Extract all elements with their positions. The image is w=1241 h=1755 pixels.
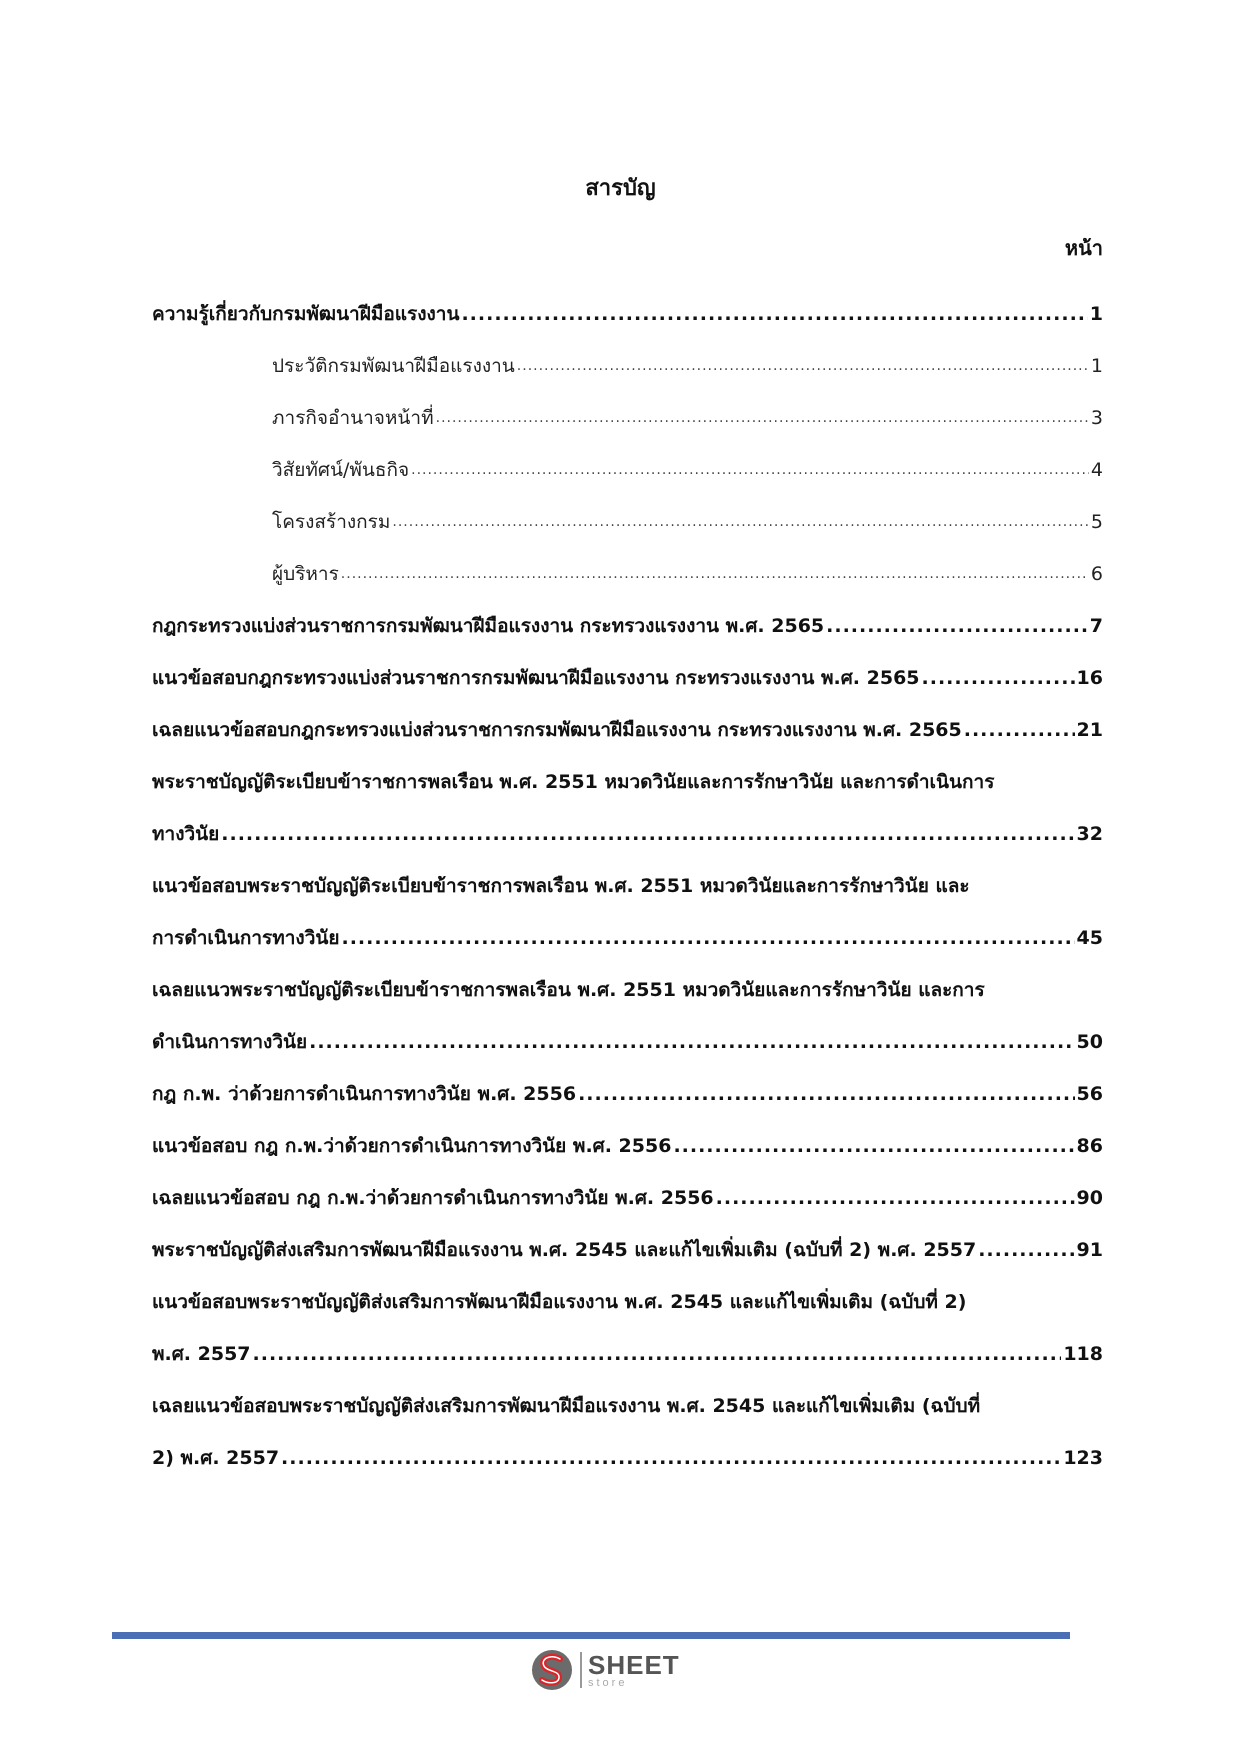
- toc-subentry: [152, 340, 1103, 392]
- dot-leader: [964, 704, 1075, 756]
- toc-line: [152, 1224, 1103, 1276]
- toc-line: [152, 1172, 1103, 1224]
- toc-entry-title: 2) พ.ศ. 2557: [152, 1447, 280, 1469]
- toc-entry: [152, 288, 1103, 340]
- toc-entry-title: เฉลยแนวข้อสอบพระราชบัญญัติส่งเสริมการพัฒนาฝีมือแรงงาน พ.ศ. 2545 และแก้ไขเพิ่มเติม (ฉบับที่: [152, 1395, 981, 1417]
- dot-leader: [517, 340, 1089, 392]
- toc-line: [152, 964, 1103, 1016]
- toc-entry-title: แนวข้อสอบ กฎ ก.พ.ว่าด้วยการดำเนินการทางวินัย พ.ศ. 2556: [152, 1135, 672, 1157]
- toc-page-number: 1: [1089, 303, 1103, 325]
- toc-entry: [152, 1120, 1103, 1172]
- dot-leader: [341, 548, 1089, 600]
- toc-line: [152, 288, 1103, 340]
- toc-entry-title: พ.ศ. 2557: [152, 1343, 251, 1365]
- logo-subword: store: [588, 1676, 628, 1689]
- toc-entry-title: แนวข้อสอบพระราชบัญญัติระเบียบข้าราชการพลเรือน พ.ศ. 2551 หมวดวินัยและการรักษาวินัย และ: [152, 875, 970, 897]
- toc-line: [152, 652, 1103, 704]
- toc-entry-title: วิสัยทัศน์/พันธกิจ: [272, 459, 410, 481]
- dot-leader: [578, 1068, 1074, 1120]
- dot-leader: [309, 1016, 1074, 1068]
- toc-entry-title: ดำเนินการทางวินัย: [152, 1031, 308, 1053]
- toc-line: [152, 808, 1103, 860]
- dot-leader: [436, 392, 1089, 444]
- toc-line: [152, 1016, 1103, 1068]
- toc-entry-title: ผู้บริหาร: [272, 563, 339, 585]
- toc-entry-title: เฉลยแนวข้อสอบกฎกระทรวงแบ่งส่วนราชการกรมพัฒนาฝีมือแรงงาน กระทรวงแรงงาน พ.ศ. 2565: [152, 719, 962, 741]
- toc-page-number: 5: [1090, 511, 1103, 533]
- toc-line: [152, 600, 1103, 652]
- toc-page-number: 45: [1076, 927, 1103, 949]
- toc-page-number: 90: [1076, 1187, 1103, 1209]
- toc-entry: [152, 652, 1103, 704]
- dot-leader: [461, 288, 1087, 340]
- toc-entry: [152, 704, 1103, 756]
- toc-entry-title: เฉลยแนวพระราชบัญญัติระเบียบข้าราชการพลเรือน พ.ศ. 2551 หมวดวินัยและการรักษาวินัย และการ: [152, 979, 985, 1001]
- dot-leader: [411, 444, 1089, 496]
- toc-line: [152, 1068, 1103, 1120]
- toc-entry-title: แนวข้อสอบพระราชบัญญัติส่งเสริมการพัฒนาฝีมือแรงงาน พ.ศ. 2545 และแก้ไขเพิ่มเติม (ฉบับที่ 2): [152, 1291, 967, 1313]
- toc-page-number: 118: [1063, 1343, 1103, 1365]
- toc-page-number: 123: [1063, 1447, 1103, 1469]
- footer-bar: [112, 1632, 1070, 1639]
- toc-page-number: 16: [1076, 667, 1103, 689]
- dot-leader: [253, 1328, 1062, 1380]
- toc-line: [152, 1328, 1103, 1380]
- logo-text: [588, 1649, 680, 1689]
- toc-entry-title: กฎ ก.พ. ว่าด้วยการดำเนินการทางวินัย พ.ศ. 2556: [152, 1083, 577, 1105]
- toc-line: [152, 704, 1103, 756]
- dot-leader: [281, 1432, 1061, 1484]
- dot-leader: [826, 600, 1088, 652]
- toc-line: [152, 756, 1103, 808]
- page-column-label: หน้า: [1064, 236, 1103, 260]
- sheet-logo-icon: [530, 1648, 574, 1692]
- logo-separator: [580, 1652, 582, 1688]
- toc-line: [152, 548, 1103, 600]
- toc-entry-title: ประวัติกรมพัฒนาฝีมือแรงงาน: [272, 355, 515, 377]
- toc-page-number: 32: [1076, 823, 1103, 845]
- toc-entry-title: พระราชบัญญัติส่งเสริมการพัฒนาฝีมือแรงงาน พ.ศ. 2545 และแก้ไขเพิ่มเติม (ฉบับที่ 2) พ.ศ. 2557: [152, 1239, 977, 1261]
- toc-page-number: 50: [1076, 1031, 1103, 1053]
- toc-entry: [152, 600, 1103, 652]
- toc-subentry: [152, 548, 1103, 600]
- dot-leader: [716, 1172, 1075, 1224]
- toc-entry: [152, 964, 1103, 1068]
- toc-entry-title: ความรู้เกี่ยวกับกรมพัฒนาฝีมือแรงงาน: [152, 303, 460, 325]
- toc-entry: [152, 1068, 1103, 1120]
- dot-leader: [342, 912, 1075, 964]
- toc-subentry: [152, 444, 1103, 496]
- toc-subentry: [152, 496, 1103, 548]
- toc-line: [152, 496, 1103, 548]
- toc-line: [152, 912, 1103, 964]
- toc-entry: [152, 860, 1103, 964]
- toc-entry: [152, 1276, 1103, 1380]
- toc-entry-title: การดำเนินการทางวินัย: [152, 927, 340, 949]
- dot-leader: [221, 808, 1074, 860]
- toc-entry-title: กฎกระทรวงแบ่งส่วนราชการกรมพัฒนาฝีมือแรงงาน กระทรวงแรงงาน พ.ศ. 2565: [152, 615, 825, 637]
- toc-page-number: 4: [1090, 459, 1103, 481]
- toc-entry: [152, 1224, 1103, 1276]
- toc-page-number: 56: [1076, 1083, 1103, 1105]
- toc-line: [152, 392, 1103, 444]
- toc-page-number: 6: [1090, 563, 1103, 585]
- logo-word: SHEET: [588, 1649, 680, 1680]
- toc-line: [152, 1432, 1103, 1484]
- toc-line: [152, 444, 1103, 496]
- toc-page-number: 86: [1076, 1135, 1103, 1157]
- toc-entry: [152, 756, 1103, 860]
- toc-page-number: 21: [1076, 719, 1103, 741]
- toc-page-number: 91: [1076, 1239, 1103, 1261]
- table-of-contents: [152, 288, 1103, 1484]
- toc-line: [152, 1276, 1103, 1328]
- dot-leader: [922, 652, 1075, 704]
- page-title: สารบัญ: [585, 176, 656, 201]
- toc-entry: [152, 1172, 1103, 1224]
- toc-page-number: 7: [1089, 615, 1103, 637]
- toc-line: [152, 1120, 1103, 1172]
- toc-entry-title: โครงสร้างกรม: [272, 511, 391, 533]
- dot-leader: [673, 1120, 1074, 1172]
- toc-line: [152, 340, 1103, 392]
- dot-leader: [392, 496, 1089, 548]
- logo: [530, 1648, 680, 1692]
- toc-entry-title: ภารกิจอำนาจหน้าที่: [272, 407, 434, 429]
- toc-entry: [152, 1380, 1103, 1484]
- toc-subentry: [152, 392, 1103, 444]
- toc-line: [152, 1380, 1103, 1432]
- dot-leader: [978, 1224, 1074, 1276]
- toc-line: [152, 860, 1103, 912]
- toc-entry-title: แนวข้อสอบกฎกระทรวงแบ่งส่วนราชการกรมพัฒนาฝีมือแรงงาน กระทรวงแรงงาน พ.ศ. 2565: [152, 667, 920, 689]
- toc-entry-title: เฉลยแนวข้อสอบ กฎ ก.พ.ว่าด้วยการดำเนินการทางวินัย พ.ศ. 2556: [152, 1187, 714, 1209]
- toc-page-number: 3: [1090, 407, 1103, 429]
- toc-entry-title: ทางวินัย: [152, 823, 220, 845]
- toc-entry-title: พระราชบัญญัติระเบียบข้าราชการพลเรือน พ.ศ. 2551 หมวดวินัยและการรักษาวินัย และการดำเนินการ: [152, 771, 995, 793]
- toc-page-number: 1: [1090, 355, 1103, 377]
